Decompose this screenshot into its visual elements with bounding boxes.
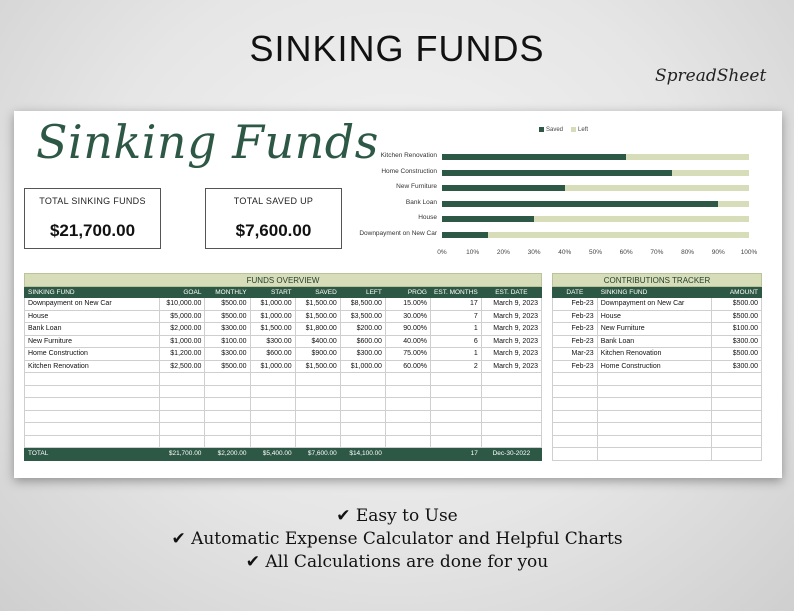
chart-category-label: Kitchen Renovation (380, 152, 437, 159)
table-row (553, 373, 762, 386)
table-row (25, 435, 542, 448)
table-cell: $500.00 (205, 298, 250, 311)
table-cell (712, 435, 762, 448)
table-row (553, 348, 762, 361)
table-cell (712, 385, 762, 398)
table-cell (250, 398, 295, 411)
table-cell: $300.00 (250, 335, 295, 348)
table-cell: 15.00% (385, 298, 430, 311)
legend-item-saved: Saved (539, 127, 563, 133)
table-cell (250, 385, 295, 398)
table-cell (553, 448, 598, 461)
table-cell (25, 410, 160, 423)
table-cell: Feb-23 (553, 323, 598, 336)
table-cell (712, 423, 762, 436)
table-cell (712, 373, 762, 386)
chart-tick-label: 10% (466, 249, 480, 256)
table-cell (25, 435, 160, 448)
total-saved-value: $7,600.00 (235, 221, 312, 240)
table-cell: Bank Loan (25, 323, 160, 336)
table-cell: $5,000.00 (160, 310, 205, 323)
table-cell (340, 385, 385, 398)
table-row (553, 398, 762, 411)
table-cell: 60.00% (385, 360, 430, 373)
table-cell: $1,500.00 (295, 360, 340, 373)
table-cell (340, 410, 385, 423)
table-cell (250, 423, 295, 436)
total-cell: $2,200.00 (205, 448, 250, 461)
chart-bar-saved (442, 170, 672, 176)
column-header: SINKING FUND (25, 287, 160, 298)
table-cell: $900.00 (295, 348, 340, 361)
total-cell: $5,400.00 (250, 448, 295, 461)
table-cell: $300.00 (712, 360, 762, 373)
table-cell (481, 385, 541, 398)
table-cell (597, 410, 712, 423)
table-cell: New Furniture (25, 335, 160, 348)
funds-overview-caption: FUNDS OVERVIEW (25, 274, 542, 287)
table-cell (205, 373, 250, 386)
table-cell: Downpayment on New Car (597, 298, 712, 311)
table-row (553, 323, 762, 336)
table-cell (553, 423, 598, 436)
table-cell: $200.00 (340, 323, 385, 336)
table-cell (340, 435, 385, 448)
table-cell (160, 373, 205, 386)
chart-bar-left (442, 201, 749, 207)
table-cell: $1,200.00 (160, 348, 205, 361)
table-cell (205, 398, 250, 411)
chart-tick-label: 50% (588, 249, 602, 256)
chart-bar-saved (442, 232, 488, 238)
table-cell: $500.00 (712, 310, 762, 323)
table-cell (340, 398, 385, 411)
table-cell (597, 423, 712, 436)
table-row (553, 310, 762, 323)
table-cell: $500.00 (205, 360, 250, 373)
table-row (25, 360, 542, 373)
table-row (25, 385, 542, 398)
table-cell (597, 448, 712, 461)
table-cell: Bank Loan (597, 335, 712, 348)
table-cell: $1,000.00 (250, 310, 295, 323)
table-cell (295, 373, 340, 386)
total-cell (385, 448, 430, 461)
table-cell: $1,500.00 (250, 323, 295, 336)
table-row (553, 385, 762, 398)
table-cell (385, 435, 430, 448)
table-cell: $300.00 (340, 348, 385, 361)
table-row (553, 435, 762, 448)
table-cell (712, 410, 762, 423)
table-cell: $1,500.00 (295, 298, 340, 311)
chart-tick-label: 60% (619, 249, 633, 256)
table-row (553, 335, 762, 348)
table-cell (160, 435, 205, 448)
table-cell (553, 373, 598, 386)
feature-item: ✔ Automatic Expense Calculator and Helpful Charts (171, 529, 623, 549)
table-row (553, 360, 762, 373)
table-cell (340, 423, 385, 436)
table-row (25, 310, 542, 323)
total-cell: Dec-30-2022 (481, 448, 541, 461)
table-cell: Feb-23 (553, 335, 598, 348)
table-cell (430, 435, 481, 448)
table-cell: $1,800.00 (295, 323, 340, 336)
chart-bar-left (442, 185, 749, 191)
table-row (553, 448, 762, 461)
table-cell (430, 398, 481, 411)
table-row (553, 423, 762, 436)
column-header: EST. DATE (481, 287, 541, 298)
chart-tick-label: 30% (527, 249, 541, 256)
table-cell (553, 435, 598, 448)
total-saved-card (205, 188, 342, 249)
funds-overview-table (24, 273, 542, 461)
table-cell (295, 398, 340, 411)
column-header: LEFT (340, 287, 385, 298)
chart-category-label: House (418, 214, 437, 222)
table-cell (250, 435, 295, 448)
table-cell: 1 (430, 348, 481, 361)
contributions-tracker-table (552, 273, 762, 461)
table-cell (205, 385, 250, 398)
table-cell (160, 385, 205, 398)
table-row (25, 423, 542, 436)
table-cell (25, 385, 160, 398)
table-cell (430, 385, 481, 398)
table-cell (295, 410, 340, 423)
total-cell: $14,100.00 (340, 448, 385, 461)
table-cell (385, 398, 430, 411)
table-cell (385, 373, 430, 386)
table-cell: $2,000.00 (160, 323, 205, 336)
table-cell: $1,000.00 (250, 360, 295, 373)
legend-item-left: Left (571, 127, 588, 133)
table-cell: $400.00 (295, 335, 340, 348)
table-cell (25, 398, 160, 411)
table-cell: 40.00% (385, 335, 430, 348)
chart-bar-left (442, 216, 749, 222)
chart-bar-saved (442, 201, 718, 207)
total-cell: TOTAL (25, 448, 160, 461)
page-title: SINKING FUNDS (249, 28, 545, 69)
table-cell (481, 435, 541, 448)
table-cell: New Furniture (597, 323, 712, 336)
table-cell (553, 385, 598, 398)
brand-logo: SpreadSheet (655, 66, 767, 86)
column-header: MONTHLY (205, 287, 250, 298)
table-cell: 6 (430, 335, 481, 348)
table-cell (597, 398, 712, 411)
table-cell (160, 398, 205, 411)
column-header: SINKING FUND (597, 287, 712, 298)
feature-item: ✔ All Calculations are done for you (245, 552, 549, 572)
table-cell (597, 373, 712, 386)
total-sinking-funds-card (24, 188, 161, 249)
table-row (25, 410, 542, 423)
table-cell: Feb-23 (553, 298, 598, 311)
table-cell: $1,000.00 (160, 335, 205, 348)
table-cell (25, 373, 160, 386)
table-cell: $500.00 (712, 298, 762, 311)
table-cell: Mar-23 (553, 348, 598, 361)
column-header: START (250, 287, 295, 298)
table-cell (25, 423, 160, 436)
table-cell (205, 435, 250, 448)
table-cell (385, 385, 430, 398)
column-header: SAVED (295, 287, 340, 298)
table-cell: $3,500.00 (340, 310, 385, 323)
table-row (553, 298, 762, 311)
table-cell: $300.00 (205, 323, 250, 336)
table-cell: 1 (430, 323, 481, 336)
chart-tick-label: 20% (496, 249, 510, 256)
table-cell (205, 423, 250, 436)
table-cell: Feb-23 (553, 360, 598, 373)
column-header: PROG (385, 287, 430, 298)
chart-bar-left (442, 154, 749, 160)
table-cell: $1,500.00 (295, 310, 340, 323)
table-cell: $100.00 (205, 335, 250, 348)
table-cell: $2,500.00 (160, 360, 205, 373)
chart-bar-left (442, 170, 749, 176)
table-cell: $300.00 (205, 348, 250, 361)
table-row (25, 373, 542, 386)
progress-bar-chart (354, 121, 774, 261)
contributions-caption: CONTRIBUTIONS TRACKER (553, 274, 762, 287)
table-cell: $8,500.00 (340, 298, 385, 311)
table-cell: 7 (430, 310, 481, 323)
table-cell (553, 410, 598, 423)
column-header: EST. MONTHS (430, 287, 481, 298)
table-cell: Home Construction (597, 360, 712, 373)
table-cell: $500.00 (205, 310, 250, 323)
table-cell (712, 448, 762, 461)
table-cell: $1,000.00 (340, 360, 385, 373)
table-cell: $100.00 (712, 323, 762, 336)
total-cell: $7,600.00 (295, 448, 340, 461)
chart-legend (539, 127, 588, 133)
total-sinking-funds-value: $21,700.00 (49, 221, 136, 240)
table-row (25, 335, 542, 348)
chart-tick-label: 80% (681, 249, 695, 256)
feature-item: ✔ Easy to Use (336, 506, 458, 526)
table-cell (481, 423, 541, 436)
chart-tick-label: 0% (437, 249, 447, 256)
chart-bar-left (442, 232, 749, 238)
table-cell: $500.00 (712, 348, 762, 361)
chart-bar-saved (442, 154, 626, 160)
table-cell: March 9, 2023 (481, 310, 541, 323)
table-cell (481, 373, 541, 386)
table-cell (481, 398, 541, 411)
table-cell: $300.00 (712, 335, 762, 348)
table-cell: Kitchen Renovation (25, 360, 160, 373)
table-cell (160, 410, 205, 423)
total-cell: $21,700.00 (160, 448, 205, 461)
chart-category-label: Bank Loan (405, 198, 437, 206)
chart-category-label: Downpayment on New Car (359, 230, 437, 237)
total-saved-label: TOTAL SAVED UP (233, 196, 314, 206)
table-cell (430, 410, 481, 423)
table-cell (712, 398, 762, 411)
feature-list (0, 505, 794, 574)
table-cell: 17 (430, 298, 481, 311)
table-cell: House (25, 310, 160, 323)
table-cell (385, 410, 430, 423)
chart-tick-label: 90% (711, 249, 725, 256)
column-header: AMOUNT (712, 287, 762, 298)
table-cell (430, 423, 481, 436)
table-cell: March 9, 2023 (481, 360, 541, 373)
table-cell (295, 435, 340, 448)
table-cell: Feb-23 (553, 310, 598, 323)
table-cell: $10,000.00 (160, 298, 205, 311)
table-row (25, 348, 542, 361)
spreadsheet-panel (14, 111, 782, 478)
table-cell: 30.00% (385, 310, 430, 323)
table-cell: March 9, 2023 (481, 298, 541, 311)
chart-tick-label: 100% (740, 249, 758, 256)
table-cell: March 9, 2023 (481, 348, 541, 361)
chart-tick-label: 70% (650, 249, 664, 256)
table-row (25, 398, 542, 411)
column-header: GOAL (160, 287, 205, 298)
table-cell: 90.00% (385, 323, 430, 336)
table-cell (205, 410, 250, 423)
table-cell (385, 423, 430, 436)
total-cell: 17 (430, 448, 481, 461)
table-row (25, 298, 542, 311)
table-cell: Downpayment on New Car (25, 298, 160, 311)
table-cell (597, 385, 712, 398)
table-cell (481, 410, 541, 423)
table-cell: $600.00 (250, 348, 295, 361)
table-cell (340, 373, 385, 386)
chart-tick-label: 40% (558, 249, 572, 256)
chart-bar-saved (442, 185, 565, 191)
chart-category-label: Home Construction (381, 167, 437, 175)
table-cell (553, 398, 598, 411)
table-cell: 75.00% (385, 348, 430, 361)
table-cell: House (597, 310, 712, 323)
table-cell: March 9, 2023 (481, 335, 541, 348)
table-cell (160, 423, 205, 436)
table-cell (250, 373, 295, 386)
table-cell (430, 373, 481, 386)
table-cell (597, 435, 712, 448)
table-cell (250, 410, 295, 423)
sheet-title: Sinking Funds (36, 115, 379, 169)
chart-category-label: New Furniture (396, 183, 437, 191)
table-cell: 2 (430, 360, 481, 373)
table-row (553, 410, 762, 423)
table-cell: $600.00 (340, 335, 385, 348)
table-cell: Home Construction (25, 348, 160, 361)
chart-bar-saved (442, 216, 534, 222)
column-header: DATE (553, 287, 598, 298)
table-row (25, 323, 542, 336)
table-cell (295, 385, 340, 398)
table-cell (295, 423, 340, 436)
table-cell: March 9, 2023 (481, 323, 541, 336)
table-cell: Kitchen Renovation (597, 348, 712, 361)
total-sinking-funds-label: TOTAL SINKING FUNDS (39, 196, 146, 206)
table-cell: $1,000.00 (250, 298, 295, 311)
